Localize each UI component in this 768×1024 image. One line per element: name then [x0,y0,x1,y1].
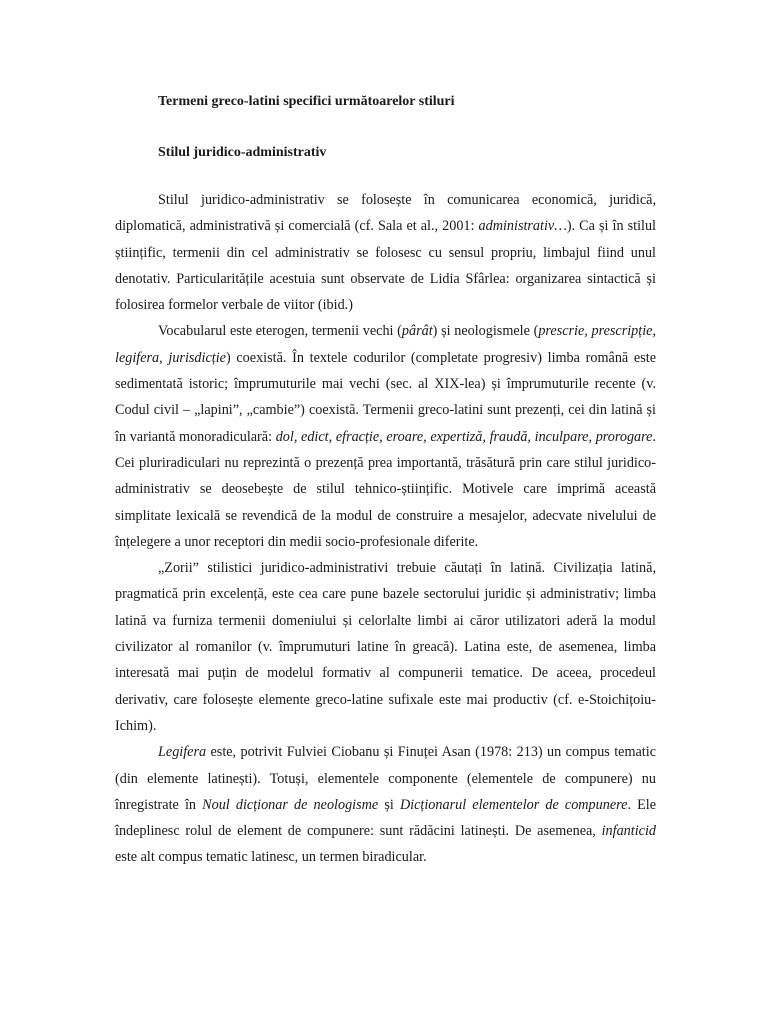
text-segment: ) coexistă. În textele codurilor (completate progresiv) limba română este sedimentată istoric; împrumuturile mai vechi (sec. al XIX-lea) și împrumuturile recente (v. Codul civil – „lapini”, „cambie”) coexistă. Termenii greco-latini sunt prezenți, cei din latină și în variantă monoradiculară: [115,349,656,445]
text-segment: este alt compus tematic latinesc, un termen biradicular. [115,849,427,866]
text-segment: Stilul juridico-administrativ se folosește în comunicarea economică, juridică, diplomatică, administrativă și comercială (cf. Sala et al., 2001: [115,192,656,235]
text-segment: „Zorii” stilistici juridico-administrativi trebuie căutați în latină. Civilizația latină, pragmatică prin excelență, este cea care pune bazele sectorului juridic și administrativ; limba latină va furniza termenii domeniului și celorlalte limbi ai căror utilizatori aderă la modul civilizator al romanilor (v. împrumuturi latine în greacă). Latina este, de asemenea, limba interesată mai puțin de modelul formativ al compunerii tematice. De aceea, procedeul derivativ, care folosește elemente greco-latine sufixale este mai productiv (cf. e-Stoichițoiu-Ichim). [115,560,656,734]
italic-term: infanticid [601,823,656,840]
paragraph-2 [115,318,656,555]
text-segment: este, potrivit Fulviei Ciobanu și Finuței Asan (1978: 213) un compus tematic (din elemente latinești). Totuși, elementele componente (elementele de compunere) nu înregistrate în [115,744,656,813]
italic-term: pârât [401,323,433,340]
italic-term: Legifera [158,744,207,761]
paragraph-3 [115,555,656,739]
italic-term: dol, edict, efracție, eroare, expertiză, fraudă, inculpare, prorogare [275,428,653,445]
italic-term: administrativ… [478,218,567,235]
text-segment: . Cei pluriradiculari nu reprezintă o prezență prea importantă, trăsătură prin care stilul juridico-administrativ se deosebește de stilul tehnico-științific. Motivele care imprimă această simplitate lexicală se revendică de la modul de construire a mesajelor, adecvate nivelului de înțelegere a unor receptori din medii socio-profesionale diferite. [115,428,656,550]
italic-term: Noul dicționar de neologisme [202,796,379,813]
body-text [115,187,656,871]
paragraph-1 [115,187,656,318]
section-heading: Stilul juridico-administrativ [158,145,327,160]
text-segment: ). Ca și în stilul științific, termenii din cel administrativ se folosesc cu sensul propriu, limbajul fiind unul denotativ. Particularitățile acestuia sunt observate de Lidia Sfârlea: organizarea sintactică și folosirea formelor verbale de viitor (ibid.) [115,218,656,314]
paragraph-4 [115,739,656,870]
italic-term: Dicționarul elementelor de compunere [399,796,628,813]
text-segment: și [378,796,400,813]
text-segment: ) și neologismele ( [432,323,539,340]
italic-term: prescrie, prescripție, legifera, jurisdicție [115,323,657,366]
text-segment: Vocabularul este eterogen, termenii vechi ( [158,323,402,340]
text-segment: . Ele îndeplinesc rolul de element de compunere: sunt rădăcini latinești. De asemenea, [115,796,657,840]
page-title: Termeni greco-latini specifici următoarelor stiluri [158,94,455,109]
